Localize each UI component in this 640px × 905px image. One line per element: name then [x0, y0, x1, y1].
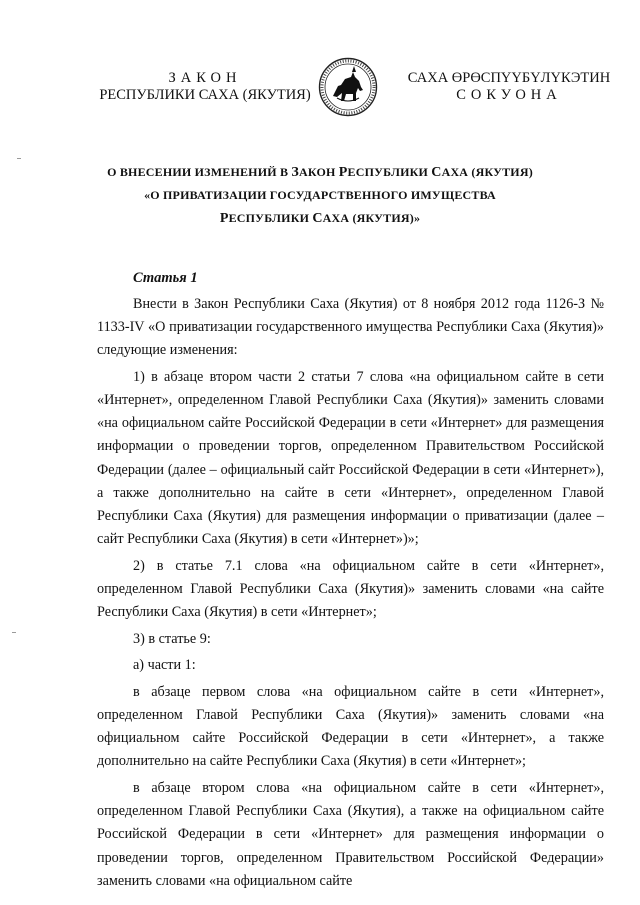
law-title-line2: «О ПРИВАТИЗАЦИИ ГОСУДАРСТВЕННОГО ИМУЩЕСТВА [144, 188, 496, 202]
header-left-line1: ЗАКОН [168, 70, 242, 86]
header-left [90, 70, 320, 104]
law-title-line3: РЕСПУБЛИКИ САХА (ЯКУТИЯ)» [219, 211, 421, 226]
article-body [97, 293, 604, 896]
law-title [40, 161, 600, 230]
header-right-line1: САХА ӨРӨСПҮҮБҮЛҮКЭТИН [407, 70, 611, 86]
paragraph: 2) в статье 7.1 слова «на официальном сайте в сети «Интернет», определенном Главой Республики Саха (Якутия)» заменить словами «на сайте Республики Саха (Якутия) в сети «Интернет»; [97, 557, 604, 621]
paragraph: 3) в статье 9: [133, 630, 211, 647]
paragraph: 1) в абзаце втором части 2 статьи 7 слова «на официальном сайте в сети «Интернет», определенном Главой Республики Саха (Якутия)» заменить словами «на официальном сайте Российской Федерации в сети «Интернет» для размещения информации о проведении торгов, определенном Правительством Российской Федерации (далее – официальный сайт Российской Федерации в сети «Интернет»), а также дополнительно на сайте в сети «Интернет», определенном Главой Республики Саха (Якутия) для размещения информации о приватизации (далее – сайт Республики Саха (Якутия) в сети «Интернет»)»; [97, 368, 604, 548]
law-title-line1: О ВНЕСЕНИИ ИЗМЕНЕНИЙ В ЗАКОН РЕСПУБЛИКИ САХА (ЯКУТИЯ) [107, 165, 533, 180]
header-right [384, 70, 634, 104]
header-left-line2: РЕСПУБЛИКИ САХА (ЯКУТИЯ) [99, 87, 311, 103]
paragraph: Внести в Закон Республики Саха (Якутия) от 8 ноября 2012 года 1126-З № 1133-IV «О приватизации государственного имущества Республики Саха (Якутия)» следующие изменения: [97, 296, 604, 359]
article-heading: Статья 1 [133, 270, 198, 286]
paragraph: в абзаце первом слова «на официальном сайте в сети «Интернет», определенном Главой Республики Саха (Якутия)» заменить словами «на официальном сайте Российской Федерации в сети «Интернет», а также дополнительно на сайте Республики Саха (Якутия) в сети «Интернет»; [97, 684, 604, 770]
coat-of-arms-icon [318, 57, 378, 117]
margin-mark [12, 632, 16, 633]
paragraph: а) части 1: [133, 657, 196, 674]
margin-mark [17, 158, 21, 159]
header-right-line2: СОКУОНА [456, 87, 562, 103]
paragraph: в абзаце втором слова «на официальном сайте в сети «Интернет», определенном Главой Республики Саха (Якутия), а также на официальном сайте Российской Федерации в сети «Интернет» для размещения информации о проведении торгов, определенном Правительством Российской Федерации» заменить словами «на официальном сайте [97, 780, 604, 889]
